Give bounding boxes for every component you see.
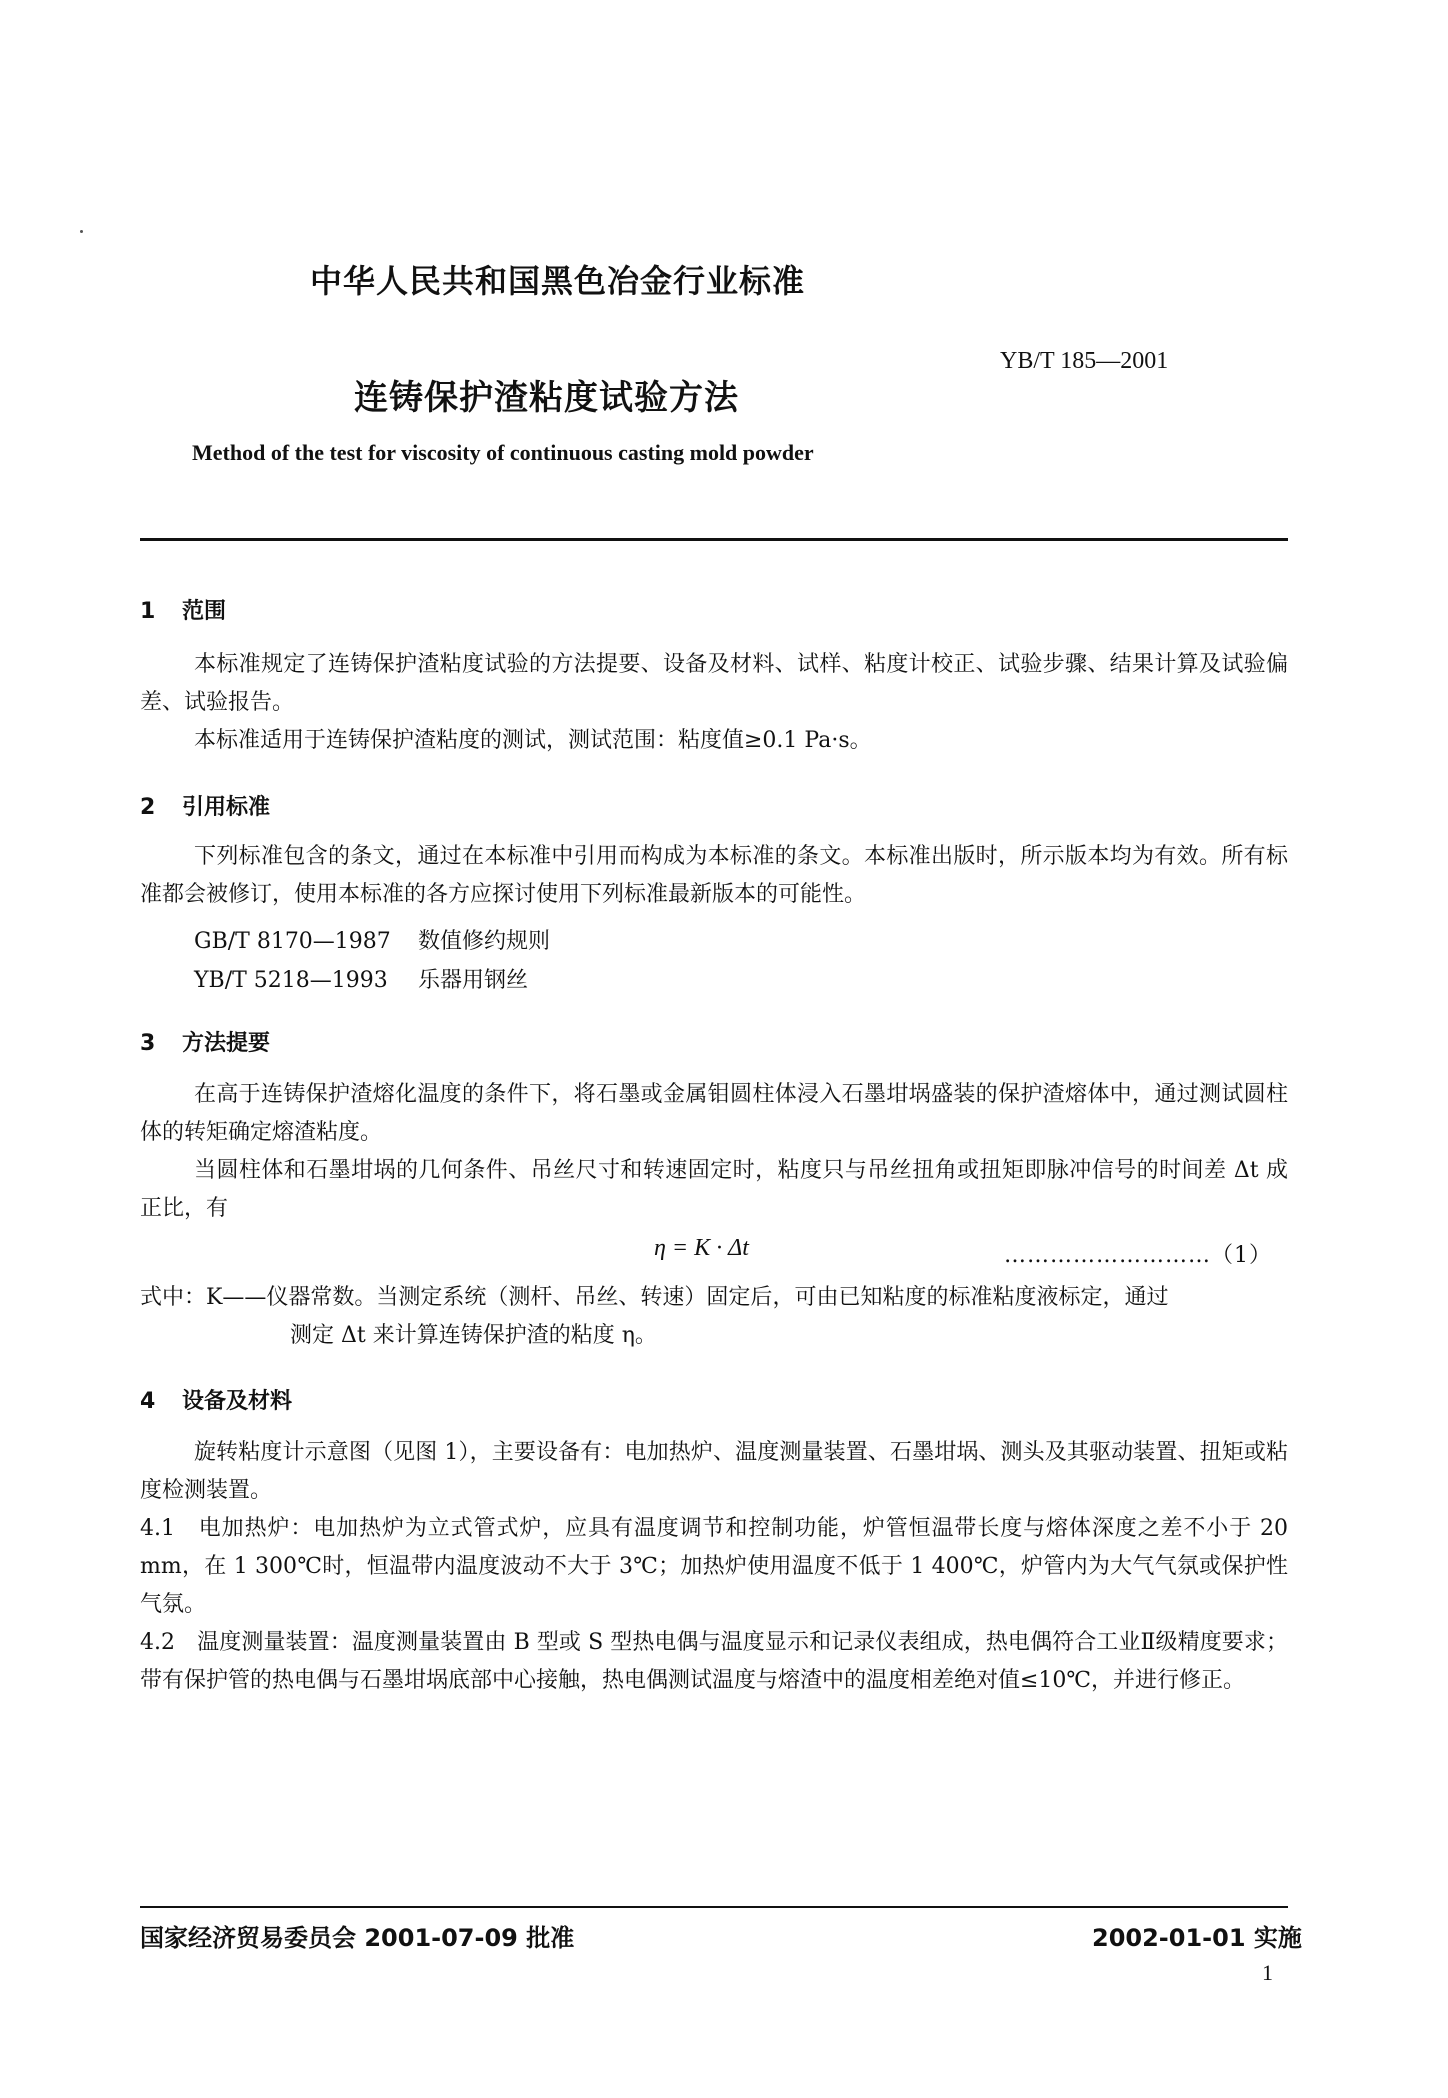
formula-explanation-continued: 测定 Δt 来计算连铸保护渣的粘度 η。: [290, 1323, 657, 1348]
footer-divider: [140, 1906, 1288, 1908]
section-1-paragraph-2: 本标准适用于连铸保护渣粘度的测试，测试范围：粘度值≥0.1 Pa·s。: [194, 728, 872, 753]
section-3-paragraph-2: 当圆柱体和石墨坩埚的几何条件、吊丝尺寸和转速固定时，粘度只与吊丝扭角或扭矩即脉冲信号的时间差 Δt 成正比，有: [140, 1158, 1288, 1221]
section-title: 设备及材料: [182, 1389, 293, 1414]
reference-name: 乐器用钢丝: [418, 968, 529, 993]
section-3-heading: [140, 1026, 270, 1057]
section-number: 2: [140, 795, 156, 820]
section-2-paragraph-1: 下列标准包含的条文，通过在本标准中引用而构成为本标准的条文。本标准出版时，所示版本均为有效。所有标准都会被修订，使用本标准的各方应探讨使用下列标准最新版本的可能性。: [140, 844, 1288, 907]
section-2-heading: [140, 790, 270, 821]
page-number: 1: [1262, 1960, 1273, 1985]
section-number: 4: [140, 1389, 156, 1414]
section-number: 1: [140, 599, 156, 624]
reference-code: YB/T 5218—1993: [194, 968, 388, 993]
approval-info: 国家经济贸易委员会 2001-07-09 批准: [140, 1924, 575, 1952]
section-4-paragraph-1: 旋转粘度计示意图（见图 1），主要设备有：电加热炉、温度测量装置、石墨坩埚、测头及其驱动装置、扭矩或粘度检测装置。: [140, 1440, 1288, 1503]
section-1-paragraph-1: 本标准规定了连铸保护渣粘度试验的方法提要、设备及材料、试样、粘度计校正、试验步骤、结果计算及试验偏差、试验报告。: [140, 652, 1288, 715]
section-number: 3: [140, 1031, 156, 1056]
standard-code: YB/T 185—2001: [1000, 348, 1169, 374]
formula-explanation: 式中：K——仪器常数。当测定系统（测杆、吊丝、转速）固定后，可由已知粘度的标准粘度液标定，通过: [140, 1285, 1169, 1310]
section-title: 范围: [182, 599, 227, 624]
header-divider: [140, 538, 1288, 541]
equation-number: ………………………（1）: [1004, 1243, 1272, 1268]
section-4-heading: [140, 1384, 292, 1415]
reference-item: [194, 924, 550, 955]
implementation-date: 2002-01-01 实施: [1092, 1924, 1302, 1952]
formula: η = K · Δt: [654, 1235, 749, 1261]
section-1-heading: [140, 594, 226, 625]
section-title: 方法提要: [182, 1031, 271, 1056]
standard-organization: 中华人民共和国黑色冶金行业标准: [310, 262, 806, 300]
reference-code: GB/T 8170—1987: [194, 929, 391, 954]
clause-4-2: 4.2 温度测量装置：温度测量装置由 B 型或 S 型热电偶与温度显示和记录仪表组成，热电偶符合工业Ⅱ级精度要求；带有保护管的热电偶与石墨坩埚底部中心接触，热电偶测试温度与熔渣中的温度相差绝对值≤10℃，并进行修正。: [140, 1630, 1288, 1693]
reference-name: 数值修约规则: [418, 929, 551, 954]
title-english: Method of the test for viscosity of continuous casting mold powder: [192, 440, 814, 465]
clause-4-1: 4.1 电加热炉：电加热炉为立式管式炉，应具有温度调节和控制功能，炉管恒温带长度与熔体深度之差不小于 20 mm，在 1 300℃时，恒温带内温度波动不大于 3℃；加热炉使用温度不低于 1 400℃，炉管内为大气气氛或保护性气氛。: [140, 1516, 1288, 1617]
scan-speck: [80, 230, 83, 233]
reference-item: [194, 963, 528, 994]
title-chinese: 连铸保护渣粘度试验方法: [354, 378, 739, 418]
section-title: 引用标准: [182, 795, 271, 820]
section-3-paragraph-1: 在高于连铸保护渣熔化温度的条件下，将石墨或金属钼圆柱体浸入石墨坩埚盛装的保护渣熔体中，通过测试圆柱体的转矩确定熔渣粘度。: [140, 1082, 1288, 1145]
